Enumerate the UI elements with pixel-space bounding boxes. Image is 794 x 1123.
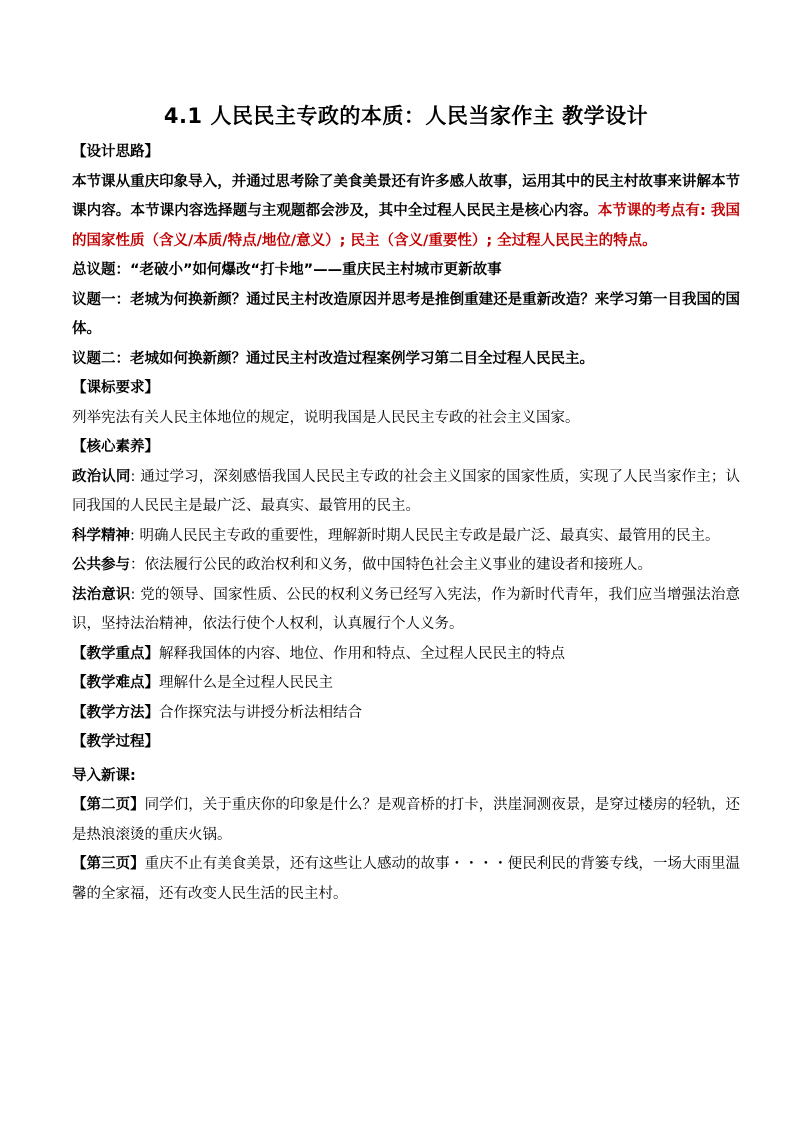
literacy-sep: : bbox=[130, 527, 140, 544]
literacy-label: 公共参与 bbox=[72, 557, 130, 573]
page-two-label: 【第二页】 bbox=[72, 797, 145, 813]
literacy-sep: : bbox=[130, 586, 141, 603]
topic-two: 议题二：老城如何换新颜？通过民主村改造过程案例学习第二目全过程人民民主。 bbox=[72, 350, 594, 367]
intro-heading: 导入新课: bbox=[72, 767, 136, 784]
page-three-label: 【第三页】 bbox=[72, 856, 145, 872]
literacy-label: 科学精神 bbox=[72, 527, 130, 544]
total-topic: 总议题：“老破小”如何爆改“打卡地”——重庆民主村城市更新故事 bbox=[72, 262, 502, 278]
difficulty-text: 理解什么是全过程人民民主 bbox=[159, 675, 333, 691]
design-text: 本节课从重庆印象导入，并通过思考除了美食美景还有许多感人故事，运用其中的民主村故事来讲解本节课内容。本节课内容选择题与主观题都会涉及，其中全过程人民民主是核心内容。 bbox=[72, 173, 740, 219]
design-exam-points: 本节课的考点有: 我国的国家性质（含义/本质/特点/地位/意义）; 民主（含义/重要性）; 全过程人民民主的特点。 bbox=[72, 203, 740, 249]
literacy-heading: 【核心素养】 bbox=[72, 439, 159, 455]
process-heading: 【教学过程】 bbox=[72, 734, 159, 750]
page-two-paragraph bbox=[72, 791, 740, 850]
literacy-text: 依法履行公民的政治权利和义务，做中国特色社会主义事业的建设者和接班人。 bbox=[144, 557, 652, 573]
literacy-text: 明确人民民主专政的重要性，理解新时期人民民主专政是最广泛、最真实、最管用的民主。 bbox=[139, 527, 720, 544]
literacy-text: 党的领导、国家性质、公民的权利义务已经写入宪法，作为新时代青年，我们应当增强法治意识，坚持法治精神，依法行使个人权利，认真履行个人义务。 bbox=[72, 586, 741, 632]
method-text: 合作探究法与讲授分析法相结合 bbox=[159, 704, 362, 721]
document-page bbox=[72, 100, 740, 909]
standard-text: 列举宪法有关人民主体地位的规定，说明我国是人民民主专政的社会主义国家。 bbox=[72, 409, 580, 426]
design-paragraph bbox=[72, 168, 740, 257]
method-line bbox=[72, 699, 740, 729]
literacy-item bbox=[72, 522, 740, 552]
focus-line bbox=[72, 640, 740, 670]
method-heading: 【教学方法】 bbox=[72, 704, 159, 721]
focus-text: 解释我国体的内容、地位、作用和特点、全过程人民民主的特点 bbox=[159, 645, 565, 662]
page-three-paragraph bbox=[72, 850, 740, 909]
difficulty-heading: 【教学难点】 bbox=[72, 675, 159, 691]
focus-heading: 【教学重点】 bbox=[72, 645, 159, 662]
page-two-text: 同学们，关于重庆你的印象是什么？是观音桥的打卡，洪崖洞测夜景，是穿过楼房的轻轨，还是热浪滚烫的重庆火锅。 bbox=[72, 797, 741, 843]
standard-heading: 【课标要求】 bbox=[72, 380, 159, 396]
literacy-label: 法治意识 bbox=[72, 586, 131, 603]
literacy-item bbox=[72, 463, 740, 522]
literacy-sep: : bbox=[130, 468, 141, 485]
literacy-item bbox=[72, 581, 740, 640]
document-title: 4.1 人民民主专政的本质：人民当家作主 教学设计 bbox=[163, 104, 649, 128]
page-three-text: 重庆不止有美食美景，还有这些让人感动的故事・・・・便民利民的背篓专线，一场大雨里温馨的全家福，还有改变人民生活的民主村。 bbox=[72, 856, 741, 902]
design-heading: 【设计思路】 bbox=[72, 144, 159, 160]
literacy-text: 通过学习，深刻感悟我国人民民主专政的社会主义国家的国家性质，实现了人民当家作主；认同我国的人民民主是最广泛、最真实、最管用的民主。 bbox=[72, 468, 741, 514]
literacy-item bbox=[72, 551, 740, 581]
difficulty-line bbox=[72, 669, 740, 699]
topic-one: 议题一：老城为何换新颜？通过民主村改造原因并思考是推倒重建还是重新改造？来学习第一目我国的国体。 bbox=[72, 291, 740, 337]
literacy-label: 政治认同 bbox=[72, 468, 131, 485]
literacy-sep: ： bbox=[130, 557, 145, 573]
